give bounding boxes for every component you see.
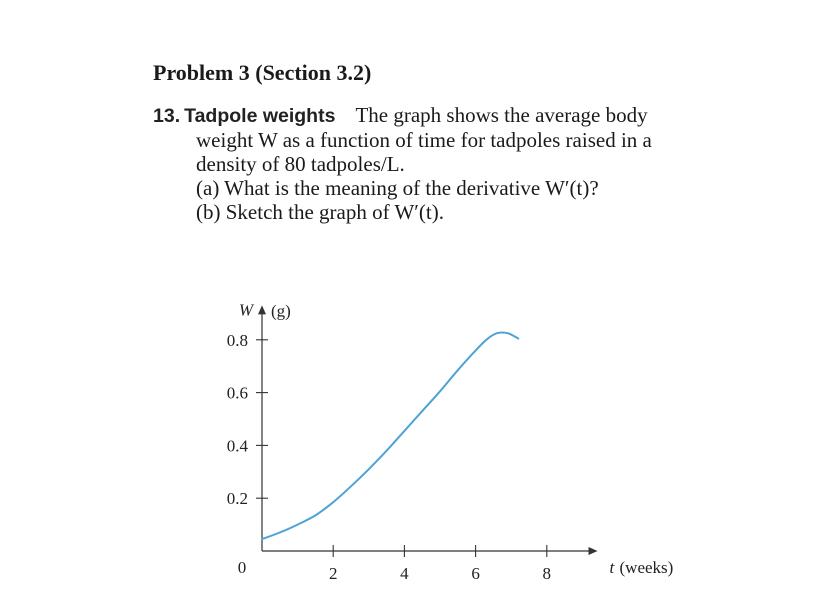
origin-label: 0 [237, 558, 247, 577]
x-tick-label: 6 [471, 564, 480, 583]
x-axis-label-unit: (weeks) [619, 558, 674, 577]
y-tick-label: 0.2 [226, 489, 248, 509]
y-axis-arrow-icon [258, 305, 266, 314]
problem-text-line-2: weight W as a function of time for tadpoles raised in a [196, 128, 652, 152]
question-a: (a) What is the meaning of the derivative W′(t)? [196, 176, 599, 200]
x-axis-arrow-icon [589, 547, 598, 555]
problem-text-line-3: density of 80 tadpoles/L. [196, 152, 405, 176]
y-axis-label: W [238, 300, 253, 320]
x-tick-label: 2 [328, 564, 338, 583]
problem-title: Tadpole weights [184, 105, 336, 127]
weight-curve [262, 332, 518, 539]
y-tick-label: 0.4 [226, 436, 248, 456]
problem-text-line-1: The graph shows the average body [355, 103, 648, 127]
question-b: (b) Sketch the graph of W′(t). [196, 200, 444, 224]
x-tick-label: 8 [542, 564, 552, 583]
x-axis-label-variable: t [609, 558, 615, 577]
y-axis-unit: (g) [271, 301, 291, 321]
y-tick-label: 0.6 [226, 383, 248, 403]
y-tick-label: 0.8 [226, 330, 248, 350]
x-tick-label: 4 [400, 564, 409, 583]
problem-heading: Problem 3 (Section 3.2) [153, 60, 372, 85]
problem-number: 13. [153, 105, 181, 127]
